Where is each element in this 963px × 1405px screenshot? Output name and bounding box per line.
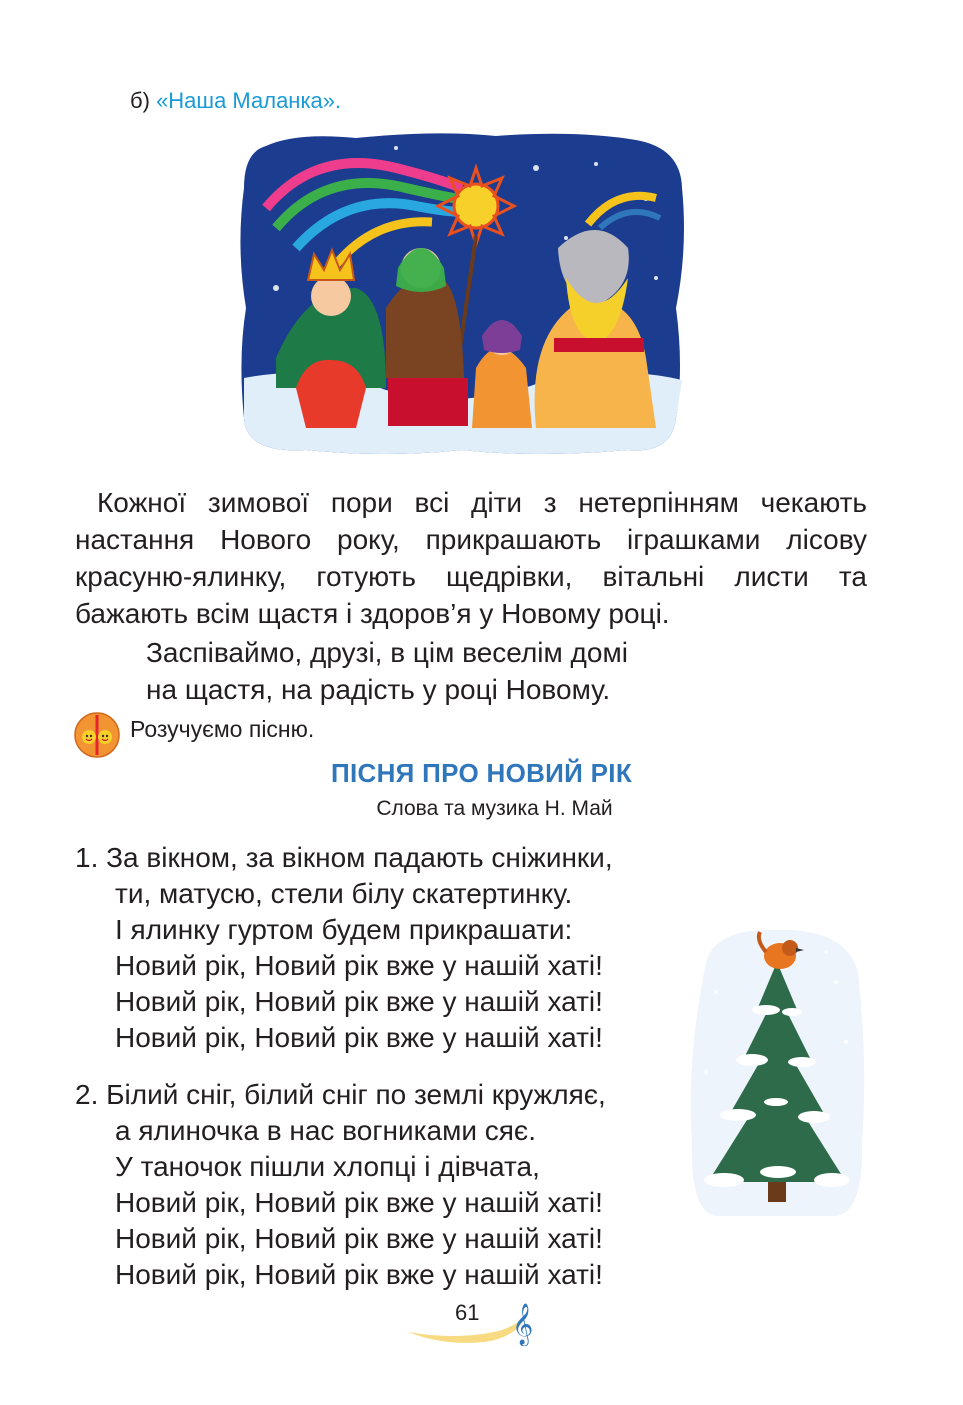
verse-2 [75,1077,606,1293]
intro-text [75,484,867,632]
verse-line: а ялиночка в нас вогниками сяє. [115,1115,536,1146]
sub-heading-marker: б) [130,88,150,113]
verse-line: ти, матусю, стели білу скатертинку. [115,878,573,909]
page-number: 61 [455,1300,480,1325]
verse-line: Новий рік, Новий рік вже у нашій хаті! [115,1022,603,1053]
verse-line: Новий рік, Новий рік вже у нашій хаті! [115,1259,603,1290]
verse-line: Новий рік, Новий рік вже у нашій хаті! [115,1223,603,1254]
christmas-tree-illustration [686,922,868,1220]
verse-line: У таночок пішли хлопці і дівчата, [115,1151,540,1182]
verse-line: І ялинку гуртом будем прикрашати: [115,914,573,945]
verse-line: Новий рік, Новий рік вже у нашій хаті! [115,1187,603,1218]
smiling-faces-icon [74,712,120,758]
song-credit: Слова та музика Н. Май [376,797,613,820]
poem-line: на щастя, на радість у році Новому. [146,674,611,705]
verse-1 [75,840,613,1056]
song-title: ПІСНЯ ПРО НОВИЙ РІК [330,758,633,788]
verse-line: Новий рік, Новий рік вже у нашій хаті! [115,950,603,981]
sub-heading-title: «Наша Маланка». [156,88,342,113]
verse-line: 2. Білий сніг, білий сніг по землі кружляє, [75,1079,606,1110]
verse-line: 1. За вікном, за вікном падають сніжинки, [75,842,613,873]
poem [146,634,628,708]
poem-line: Заспіваймо, друзі, в цім веселім домі [146,637,628,668]
verse-line: Новий рік, Новий рік вже у нашій хаті! [115,986,603,1017]
intro-paragraph: Кожної зимової пори всі діти з нетерпінням чекають настання Нового року, прикрашають іграшками лісову красуню-ялинку, готують щедрівки, вітальні листи та бажають всім щастя і здоров’я у Новому році. [75,487,867,629]
task-instruction: Розучуємо пісню. [130,716,315,742]
sub-heading [130,88,341,114]
svg-text:𝄞: 𝄞 [512,1304,534,1345]
malanka-illustration [236,128,688,460]
